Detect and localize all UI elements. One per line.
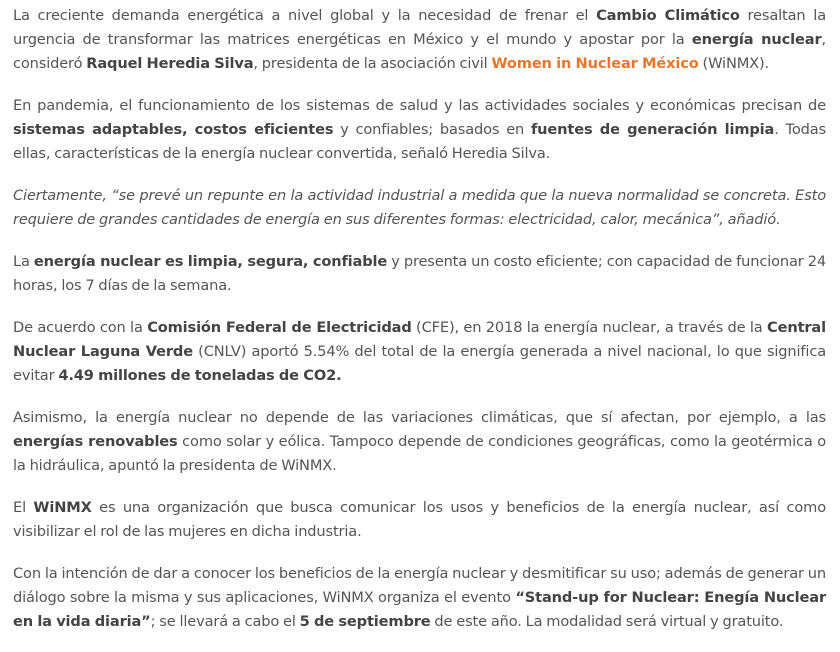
article-paragraph [13,250,826,298]
article-paragraph [13,184,826,232]
paragraph-text: (CNLV) aportó 5.54% del total de la energía generada a nivel nacional, lo que significa evitar [13,343,826,384]
paragraph-text: ; se llevará a cabo el [150,613,300,630]
emphasis-text: “Stand-up for Nuclear: Enegía Nuclear en la vida diaria” [13,589,827,630]
paragraph-text: De acuerdo con la [13,319,148,336]
paragraph-text: de este año. La modalidad será virtual y gratuito. [430,613,784,630]
paragraph-text: es una organización que busca comunicar los usos y beneficios de la energía nuclear, así como visibilizar el rol de las mujeres en dicha industria. [13,499,826,540]
emphasis-text: 5 de septiembre [299,613,431,630]
emphasis-text: 4.49 millones de toneladas de CO2. [58,367,342,384]
emphasis-text: energías renovables [13,433,178,450]
emphasis-text: Central Nuclear Laguna Verde [13,319,826,360]
emphasis-text: energía nuclear [691,31,822,48]
paragraph-text: La creciente demanda energética a nivel global y la necesidad de frenar el [13,7,597,24]
paragraph-text: En pandemia, el funcionamiento de los sistemas de salud y las actividades sociales y económicas precisan de [13,97,826,114]
article-paragraph [13,316,826,388]
article-paragraph [13,406,826,478]
paragraph-text: (CFE), en 2018 la energía nuclear, a través de la [411,319,768,336]
paragraph-text: . Todas ellas, características de la energía nuclear convertida, señaló Heredia Silva. [13,121,826,162]
article-paragraph [13,562,826,634]
paragraph-text: El [13,499,34,516]
paragraph-text: , consideró [13,31,826,72]
paragraph-text: (WiNMX). [698,55,770,72]
article-paragraph [13,94,826,166]
paragraph-text: y confiables; basados en [333,121,531,138]
emphasis-text: fuentes de generación limpia [530,121,775,138]
emphasis-text: Comisión Federal de Electricidad [147,319,412,336]
emphasis-text: sistemas adaptables, costos eficientes [13,121,334,138]
paragraph-text: Ciertamente, “se prevé un repunte en la actividad industrial a medida que la nueva normalidad se concreta. Esto requiere de grandes cantidades de energía en sus diferentes formas: electricidad, calor, mecánica”, añadió. [13,187,826,228]
article-paragraph [13,4,826,76]
paragraph-text: , presidenta de la asociación civil [253,55,492,72]
paragraph-text: y presenta un costo eficiente; con capacidad de funcionar 24 horas, los 7 días de la semana. [13,253,826,294]
paragraph-text: Asimismo, la energía nuclear no depende de las variaciones climáticas, que sí afectan, por ejemplo, a las [13,409,826,426]
emphasis-text: energía nuclear es limpia, segura, confiable [33,253,388,270]
emphasis-text: Cambio Climático [596,7,740,24]
organization-link[interactable]: Women in Nuclear México [491,55,699,72]
emphasis-text: Raquel Heredia Silva [86,55,254,72]
paragraph-text: como solar y eólica. Tampoco depende de condiciones geográficas, como la geotérmica o la hidráulica, apuntó la presidenta de WiNMX. [13,433,826,474]
paragraph-text: La [13,253,34,270]
article-paragraph [13,496,826,544]
article-body [13,4,826,652]
emphasis-text: WiNMX [33,499,92,516]
paragraph-text: Con la intención de dar a conocer los beneficios de la energía nuclear y desmitificar su uso; además de generar un diálogo sobre la misma y sus aplicaciones, WiNMX organiza el evento [13,565,826,606]
paragraph-text: resaltan la urgencia de transformar las matrices energéticas en México y el mundo y apostar por la [13,7,826,48]
